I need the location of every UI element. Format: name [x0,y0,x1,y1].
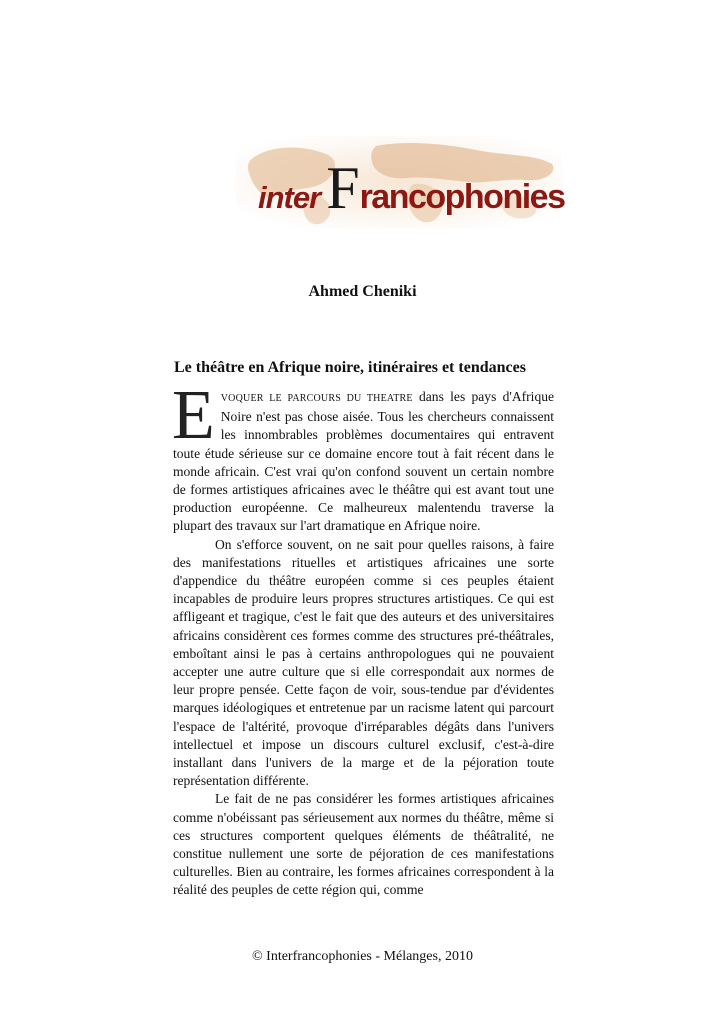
logo-f-letter: F [326,155,360,221]
logo-inter-text: inter [258,180,321,215]
small-caps-opening: VOQUER LE PARCOURS DU THEATRE [220,393,413,404]
paragraph-3: Le fait de ne pas considérer les formes artistiques africaines comme n'obéissant pas sérieusement aux normes du théâtre, même si ces structures comportent quelques éléments de théâtralité, ne constitue nullement une sorte de péjoration de ces manifestations culturelles. Bien au contraire, les formes africaines correspondent à la réalité des peuples de cette région qui, comme [173,791,554,898]
article-title: Le théâtre en Afrique noire, itinéraires et tendances [174,359,526,376]
paragraph-1-text: dans les pays d'Afrique Noire n'est pas chose aisée. Tous les chercheurs connaissent les innombrables problèmes documentaires qui entravent toute étude sérieuse sur ce domaine encore tout à fait récent dans le monde africain. C'est vrai qu'on confond souvent un certain nombre de formes artistiques africaines avec le théâtre qui est avant tout une production européenne. Ce malheureux malentendu traverse la plupart des travaux sur l'art dramatique en Afrique noire. [173,389,555,534]
interfrancophonies-logo [236,136,565,228]
logo-wordmark [258,155,565,221]
article-body [172,377,555,900]
paragraph-1 [172,377,555,536]
drop-cap: E [172,377,215,454]
paragraph-2: On s'efforce souvent, on ne sait pour quelles raisons, à faire des manifestations rituelles et artistiques africaines une sorte d'appendice du théâtre européen comme si ces peuples étaient incapables de produire leurs propres structures artistiques. Ce qui est affligeant et tragique, c'est le fait que des auteurs et des universitaires africains considèrent ces formes comme des structures pré-théâtrales, emboîtant ainsi le pas à certains anthropologues qui ne pouvaient accepter une autre culture que si elle correspondait aux normes de leur propre pensée. Cette façon de voir, sous-tendue par d'évidentes marques idéologiques et entretenue par un racisme latent qui parcourt l'espace de l'altérité, provoque d'irréparables dégâts dans l'univers intellectuel et impose un discours culturel exclusif, c'est-à-dire installant dans l'univers de la marge et de la péjoration toute représentation différente. [173,536,554,789]
page-footer: © Interfrancophonies - Mélanges, 2010 [252,949,473,964]
author-name: Ahmed Cheniki [308,283,417,300]
logo-rancophonies-text: rancophonies [359,178,565,216]
